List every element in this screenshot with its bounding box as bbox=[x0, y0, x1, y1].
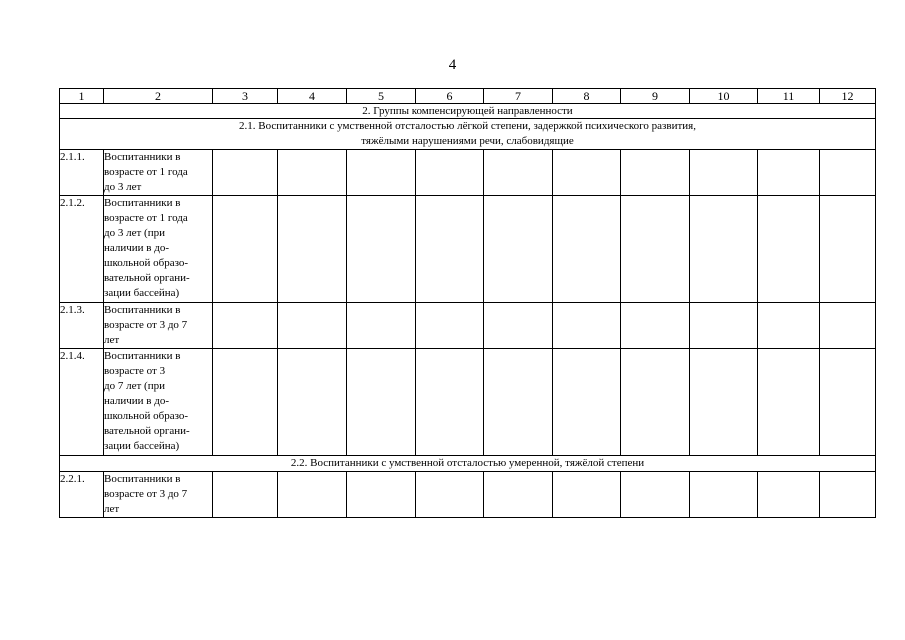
subsection-title-line: 2.1. Воспитанники с умственной отсталостью лёгкой степени, задержкой психического развития, bbox=[239, 120, 696, 132]
table-row bbox=[60, 349, 876, 456]
empty-cell bbox=[758, 150, 820, 196]
row-description-line: Воспитанники в bbox=[104, 304, 181, 316]
row-description bbox=[104, 349, 213, 456]
row-description-line: Воспитанники в bbox=[104, 197, 181, 209]
row-description-line: наличии в до- bbox=[104, 242, 170, 254]
row-description bbox=[104, 472, 213, 518]
row-description-line: школьной образо- bbox=[104, 410, 189, 422]
row-description-line: зации бассейна) bbox=[104, 440, 180, 452]
column-header: 10 bbox=[690, 89, 758, 104]
empty-cell bbox=[484, 303, 553, 349]
empty-cell bbox=[690, 349, 758, 456]
column-header: 6 bbox=[416, 89, 484, 104]
column-header: 3 bbox=[213, 89, 278, 104]
empty-cell bbox=[820, 472, 876, 518]
row-description-line: до 3 лет (при bbox=[104, 227, 165, 239]
row-description-line: до 3 лет bbox=[104, 181, 142, 193]
empty-cell bbox=[347, 472, 416, 518]
empty-cell bbox=[758, 472, 820, 518]
table-row bbox=[60, 303, 876, 349]
empty-cell bbox=[347, 150, 416, 196]
empty-cell bbox=[347, 303, 416, 349]
table-row bbox=[60, 196, 876, 303]
empty-cell bbox=[690, 150, 758, 196]
subsection-title bbox=[60, 119, 876, 150]
row-number: 2.1.1. bbox=[60, 150, 104, 196]
row-description-line: вательной органи- bbox=[104, 425, 190, 437]
empty-cell bbox=[278, 472, 347, 518]
subsection-row bbox=[60, 119, 876, 150]
row-description bbox=[104, 150, 213, 196]
column-header: 2 bbox=[104, 89, 213, 104]
row-description-line: Воспитанники в bbox=[104, 151, 181, 163]
empty-cell bbox=[553, 196, 621, 303]
table-body bbox=[60, 89, 876, 518]
empty-cell bbox=[690, 303, 758, 349]
table-row bbox=[60, 150, 876, 196]
empty-cell bbox=[213, 196, 278, 303]
empty-cell bbox=[213, 150, 278, 196]
empty-cell bbox=[416, 303, 484, 349]
empty-cell bbox=[278, 303, 347, 349]
row-description bbox=[104, 303, 213, 349]
empty-cell bbox=[553, 150, 621, 196]
empty-cell bbox=[553, 303, 621, 349]
column-header: 5 bbox=[347, 89, 416, 104]
empty-cell bbox=[484, 150, 553, 196]
row-description-line: вательной органи- bbox=[104, 272, 190, 284]
empty-cell bbox=[416, 349, 484, 456]
row-description-line: возрасте от 1 года bbox=[104, 212, 188, 224]
empty-cell bbox=[484, 472, 553, 518]
empty-cell bbox=[820, 349, 876, 456]
subsection-title-line: 2.2. Воспитанники с умственной отсталостью умеренной, тяжёлой степени bbox=[290, 457, 645, 469]
column-header: 9 bbox=[621, 89, 690, 104]
empty-cell bbox=[621, 196, 690, 303]
row-description-line: возрасте от 3 до 7 bbox=[104, 319, 188, 331]
empty-cell bbox=[213, 472, 278, 518]
subsection-title-line: тяжёлыми нарушениями речи, слабовидящие bbox=[361, 135, 574, 147]
empty-cell bbox=[820, 196, 876, 303]
empty-cell bbox=[278, 150, 347, 196]
row-description-line: возрасте от 3 bbox=[104, 365, 166, 377]
row-number: 2.1.3. bbox=[60, 303, 104, 349]
subsection-row bbox=[60, 456, 876, 472]
column-header: 1 bbox=[60, 89, 104, 104]
empty-cell bbox=[553, 349, 621, 456]
section-row bbox=[60, 104, 876, 119]
empty-cell bbox=[820, 303, 876, 349]
empty-cell bbox=[621, 303, 690, 349]
row-number: 2.1.4. bbox=[60, 349, 104, 456]
row-number: 2.1.2. bbox=[60, 196, 104, 303]
empty-cell bbox=[278, 196, 347, 303]
empty-cell bbox=[553, 472, 621, 518]
empty-cell bbox=[621, 472, 690, 518]
empty-cell bbox=[416, 196, 484, 303]
empty-cell bbox=[484, 349, 553, 456]
empty-cell bbox=[690, 472, 758, 518]
empty-cell bbox=[621, 150, 690, 196]
empty-cell bbox=[347, 196, 416, 303]
empty-cell bbox=[416, 472, 484, 518]
empty-cell bbox=[484, 196, 553, 303]
column-header: 7 bbox=[484, 89, 553, 104]
empty-cell bbox=[213, 303, 278, 349]
column-header: 11 bbox=[758, 89, 820, 104]
empty-cell bbox=[820, 150, 876, 196]
column-header: 12 bbox=[820, 89, 876, 104]
column-header-row bbox=[60, 89, 876, 104]
column-header: 4 bbox=[278, 89, 347, 104]
row-description-line: Воспитанники в bbox=[104, 350, 181, 362]
empty-cell bbox=[213, 349, 278, 456]
empty-cell bbox=[758, 303, 820, 349]
data-table bbox=[59, 88, 876, 518]
row-description bbox=[104, 196, 213, 303]
table-row bbox=[60, 472, 876, 518]
row-description-line: Воспитанники в bbox=[104, 473, 181, 485]
empty-cell bbox=[278, 349, 347, 456]
row-description-line: лет bbox=[104, 503, 120, 515]
row-number: 2.2.1. bbox=[60, 472, 104, 518]
row-description-line: школьной образо- bbox=[104, 257, 189, 269]
row-description-line: лет bbox=[104, 334, 120, 346]
empty-cell bbox=[416, 150, 484, 196]
row-description-line: возрасте от 1 года bbox=[104, 166, 188, 178]
column-header: 8 bbox=[553, 89, 621, 104]
empty-cell bbox=[758, 196, 820, 303]
subsection-title bbox=[60, 456, 876, 472]
empty-cell bbox=[758, 349, 820, 456]
empty-cell bbox=[347, 349, 416, 456]
row-description-line: наличии в до- bbox=[104, 395, 170, 407]
empty-cell bbox=[690, 196, 758, 303]
row-description-line: зации бассейна) bbox=[104, 287, 180, 299]
page-number: 4 bbox=[448, 57, 457, 73]
row-description-line: до 7 лет (при bbox=[104, 380, 165, 392]
empty-cell bbox=[621, 349, 690, 456]
row-description-line: возрасте от 3 до 7 bbox=[104, 488, 188, 500]
section-title: 2. Группы компенсирующей направленности bbox=[60, 104, 876, 119]
